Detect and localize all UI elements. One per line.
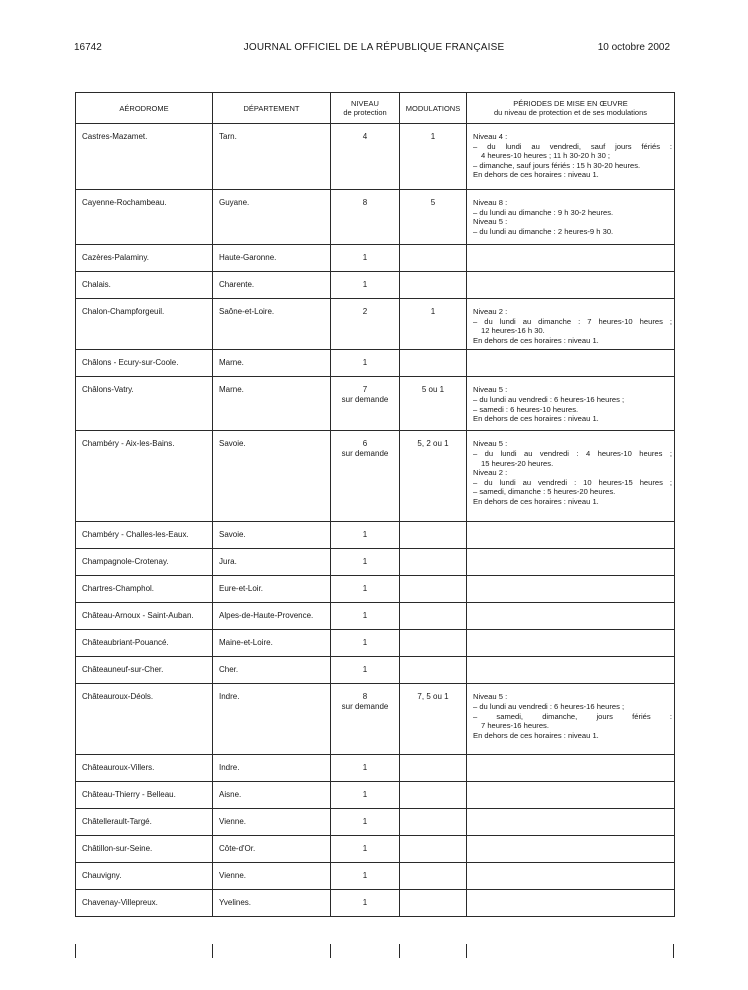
departement-cell: Saône-et-Loire. (213, 299, 331, 350)
column-rule (673, 944, 674, 958)
niveau-cell (331, 245, 400, 272)
niveau-cell (331, 782, 400, 809)
modulations-cell: 7, 5 ou 1 (400, 684, 467, 755)
aerodrome-cell: Chauvigny. (76, 863, 213, 890)
periode-line: En dehors de ces horaires : niveau 1. (473, 414, 599, 424)
niveau-cell (331, 522, 400, 549)
table-row (76, 630, 675, 657)
periode-line: Niveau 4 : (473, 132, 508, 141)
aerodrome-table (75, 92, 675, 917)
aerodrome-cell: Cayenne-Rochambeau. (76, 190, 213, 245)
niveau-value: 1 (362, 638, 368, 648)
periodes-cell (467, 630, 675, 657)
periodes-cell (467, 190, 675, 245)
niveau-value: 1 (362, 530, 368, 540)
modulations-cell (400, 755, 467, 782)
periodes-cell (467, 522, 675, 549)
periode-line: Niveau 2 : (473, 307, 508, 316)
modulations-cell (400, 576, 467, 603)
aerodrome-cell: Châteauneuf-sur-Cher. (76, 657, 213, 684)
niveau-cell (331, 299, 400, 350)
periode-line: – du lundi au vendredi, sauf jours fériés : (473, 141, 672, 151)
niveau-value: 1 (362, 665, 368, 675)
periodes-cell (467, 299, 675, 350)
col-header-modulations: MODULATIONS (400, 93, 467, 124)
departement-cell: Tarn. (213, 124, 331, 190)
aerodrome-cell: Châteauroux-Déols. (76, 684, 213, 755)
periodes-cell (467, 782, 675, 809)
publication-date: 10 octobre 2002 (597, 42, 670, 53)
periodes-cell (467, 124, 675, 190)
col-header-departement: DÉPARTEMENT (213, 93, 331, 124)
table-row (76, 755, 675, 782)
col-header-niveau-line1: NIVEAU (351, 99, 379, 108)
column-rule (466, 944, 467, 958)
table-row (76, 657, 675, 684)
periodes-cell (467, 863, 675, 890)
periode-line: Niveau 5 : (473, 385, 508, 395)
periodes-cell (467, 657, 675, 684)
col-header-periodes-line1: PÉRIODES DE MISE EN ŒUVRE (513, 99, 628, 108)
modulations-cell (400, 657, 467, 684)
periode-line: 12 heures-16 h 30. (481, 326, 545, 336)
modulations-cell: 1 (400, 124, 467, 190)
departement-cell: Savoie. (213, 522, 331, 549)
departement-cell: Indre. (213, 755, 331, 782)
table-row (76, 272, 675, 299)
periode-line: Niveau 5 : (473, 217, 508, 227)
periodes-cell (467, 755, 675, 782)
periode-line: – samedi, dimanche : 5 heures-20 heures. (473, 487, 616, 497)
table-row (76, 836, 675, 863)
modulations-cell (400, 782, 467, 809)
periode-line: Niveau 5 : (473, 439, 508, 449)
periode-line: En dehors de ces horaires : niveau 1. (473, 496, 599, 506)
col-header-niveau-line2: de protection (343, 108, 387, 117)
modulations-cell (400, 836, 467, 863)
table-row (76, 863, 675, 890)
niveau-cell (331, 890, 400, 917)
col-header-niveau (331, 93, 400, 124)
periode-line: – samedi, dimanche, jours fériés : (473, 711, 672, 721)
aerodrome-cell: Chavenay-Villepreux. (76, 890, 213, 917)
periode-line: – dimanche, sauf jours fériés : 15 h 30-20 heures. (473, 160, 641, 170)
modulations-cell (400, 549, 467, 576)
modulations-cell: 5 (400, 190, 467, 245)
departement-cell: Maine-et-Loire. (213, 630, 331, 657)
periode-line: – du lundi au dimanche : 2 heures-9 h 30. (473, 226, 614, 236)
niveau-value: 1 (362, 358, 368, 368)
modulations-cell: 5 ou 1 (400, 377, 467, 431)
periodes-cell (467, 549, 675, 576)
niveau-value: 1 (362, 253, 368, 262)
departement-cell: Vienne. (213, 863, 331, 890)
periode-line: 4 heures-10 heures ; 11 h 30-20 h 30 ; (481, 151, 611, 161)
table-row (76, 549, 675, 576)
periode-line: – du lundi au vendredi : 6 heures-16 heures ; (473, 394, 625, 404)
periode-line: Niveau 8 : (473, 198, 508, 207)
niveau-value: 7 (362, 385, 368, 395)
periodes-cell (467, 836, 675, 863)
aerodrome-cell: Châteaubriant-Pouancé. (76, 630, 213, 657)
periodes-cell (467, 350, 675, 377)
niveau-cell (331, 431, 400, 522)
niveau-value: 1 (362, 817, 368, 827)
table-row (76, 809, 675, 836)
column-rule (399, 944, 400, 958)
niveau-cell (331, 657, 400, 684)
table-row (76, 684, 675, 755)
col-header-periodes (467, 93, 675, 124)
niveau-value: 1 (362, 871, 368, 881)
periode-line: – du lundi au vendredi : 6 heures-16 heures ; (473, 701, 625, 711)
periodes-cell (467, 272, 675, 299)
aerodrome-cell: Chambéry - Aix-les-Bains. (76, 431, 213, 522)
departement-cell: Marne. (213, 377, 331, 431)
periodes-cell (467, 576, 675, 603)
departement-cell: Vienne. (213, 809, 331, 836)
niveau-cell (331, 863, 400, 890)
table-row (76, 245, 675, 272)
departement-cell: Guyane. (213, 190, 331, 245)
periode-line: Niveau 2 : (473, 468, 508, 478)
periode-line: En dehors de ces horaires : niveau 1. (473, 170, 599, 180)
niveau-cell (331, 755, 400, 782)
aerodrome-cell: Châteauroux-Villers. (76, 755, 213, 782)
table-row (76, 431, 675, 522)
niveau-cell (331, 684, 400, 755)
aerodrome-cell: Chambéry - Challes-les-Eaux. (76, 522, 213, 549)
modulations-cell (400, 272, 467, 299)
periodes-cell (467, 684, 675, 755)
departement-cell: Savoie. (213, 431, 331, 522)
col-header-aerodrome: AÉRODROME (76, 93, 213, 124)
periodes-cell (467, 603, 675, 630)
aerodrome-cell: Châlons - Ecury-sur-Coole. (76, 350, 213, 377)
periodes-cell (467, 431, 675, 522)
niveau-cell (331, 836, 400, 863)
modulations-cell (400, 630, 467, 657)
modulations-cell (400, 863, 467, 890)
niveau-value: 1 (362, 844, 368, 854)
niveau-cell (331, 124, 400, 190)
niveau-cell (331, 809, 400, 836)
niveau-note: sur demande (341, 449, 389, 459)
page-number: 16742 (74, 42, 102, 53)
periode-line: En dehors de ces horaires : niveau 1. (473, 335, 599, 345)
aerodrome-cell: Chartres-Champhol. (76, 576, 213, 603)
periodes-cell (467, 890, 675, 917)
departement-cell: Jura. (213, 549, 331, 576)
departement-cell: Cher. (213, 657, 331, 684)
aerodrome-cell: Château-Arnoux - Saint-Auban. (76, 603, 213, 630)
departement-cell: Marne. (213, 350, 331, 377)
aerodrome-cell: Champagnole-Crotenay. (76, 549, 213, 576)
table-row (76, 782, 675, 809)
niveau-value: 8 (362, 198, 368, 207)
table-row (76, 377, 675, 431)
aerodrome-cell: Cazères-Palaminy. (76, 245, 213, 272)
column-rule (75, 944, 76, 958)
modulations-cell: 5, 2 ou 1 (400, 431, 467, 522)
periode-line: En dehors de ces horaires : niveau 1. (473, 730, 599, 740)
journal-title: JOURNAL OFFICIEL DE LA RÉPUBLIQUE FRANÇAISE (243, 42, 505, 53)
periode-line: – du lundi au dimanche : 9 h 30-2 heures. (473, 207, 614, 217)
niveau-value: 1 (362, 898, 368, 908)
aerodrome-cell: Châtellerault-Targé. (76, 809, 213, 836)
departement-cell: Eure-et-Loir. (213, 576, 331, 603)
column-rule (212, 944, 213, 958)
departement-cell: Yvelines. (213, 890, 331, 917)
modulations-cell (400, 245, 467, 272)
column-rule (330, 944, 331, 958)
aerodrome-cell: Chalon-Champforgeuil. (76, 299, 213, 350)
niveau-value: 4 (362, 132, 368, 141)
col-header-periodes-line2: du niveau de protection et de ses modulations (493, 108, 648, 117)
niveau-value: 1 (362, 763, 368, 773)
modulations-cell: 1 (400, 299, 467, 350)
modulations-cell (400, 603, 467, 630)
table-row (76, 190, 675, 245)
aerodrome-cell: Castres-Mazamet. (76, 124, 213, 190)
niveau-cell (331, 350, 400, 377)
niveau-value: 6 (362, 439, 368, 449)
niveau-cell (331, 272, 400, 299)
periode-line: – du lundi au vendredi : 4 heures-10 heures ; (473, 448, 672, 458)
niveau-value: 2 (362, 307, 368, 316)
periode-line: 7 heures-16 heures. (481, 721, 549, 731)
table-row (76, 522, 675, 549)
departement-cell: Charente. (213, 272, 331, 299)
table-header-row (76, 93, 675, 124)
periode-line: – du lundi au vendredi : 10 heures-15 heures ; (473, 477, 672, 487)
niveau-value: 8 (362, 692, 368, 702)
table-row (76, 603, 675, 630)
aerodrome-cell: Châlons-Vatry. (76, 377, 213, 431)
niveau-cell (331, 190, 400, 245)
niveau-cell (331, 576, 400, 603)
departement-cell: Haute-Garonne. (213, 245, 331, 272)
niveau-value: 1 (362, 280, 368, 289)
niveau-value: 1 (362, 611, 368, 621)
niveau-cell (331, 377, 400, 431)
niveau-note: sur demande (341, 702, 389, 712)
modulations-cell (400, 890, 467, 917)
niveau-value: 1 (362, 584, 368, 594)
modulations-cell (400, 350, 467, 377)
table-row (76, 124, 675, 190)
departement-cell: Aisne. (213, 782, 331, 809)
periode-line: – samedi : 6 heures-10 heures. (473, 404, 579, 414)
departement-cell: Côte-d'Or. (213, 836, 331, 863)
modulations-cell (400, 809, 467, 836)
aerodrome-cell: Chalais. (76, 272, 213, 299)
periode-line: – du lundi au dimanche : 7 heures-10 heures ; (473, 316, 672, 326)
periode-line: Niveau 5 : (473, 692, 508, 702)
periodes-cell (467, 377, 675, 431)
modulations-cell (400, 522, 467, 549)
periode-line: 15 heures-20 heures. (481, 458, 554, 468)
table-row (76, 350, 675, 377)
niveau-value: 1 (362, 557, 368, 567)
niveau-cell (331, 603, 400, 630)
departement-cell: Alpes-de-Haute-Provence. (213, 603, 331, 630)
periodes-cell (467, 245, 675, 272)
table-row (76, 299, 675, 350)
periodes-cell (467, 809, 675, 836)
table-row (76, 890, 675, 917)
niveau-cell (331, 549, 400, 576)
aerodrome-cell: Châtillon-sur-Seine. (76, 836, 213, 863)
niveau-value: 1 (362, 790, 368, 800)
table-row (76, 576, 675, 603)
niveau-cell (331, 630, 400, 657)
departement-cell: Indre. (213, 684, 331, 755)
aerodrome-cell: Château-Thierry - Belleau. (76, 782, 213, 809)
niveau-note: sur demande (341, 395, 389, 405)
